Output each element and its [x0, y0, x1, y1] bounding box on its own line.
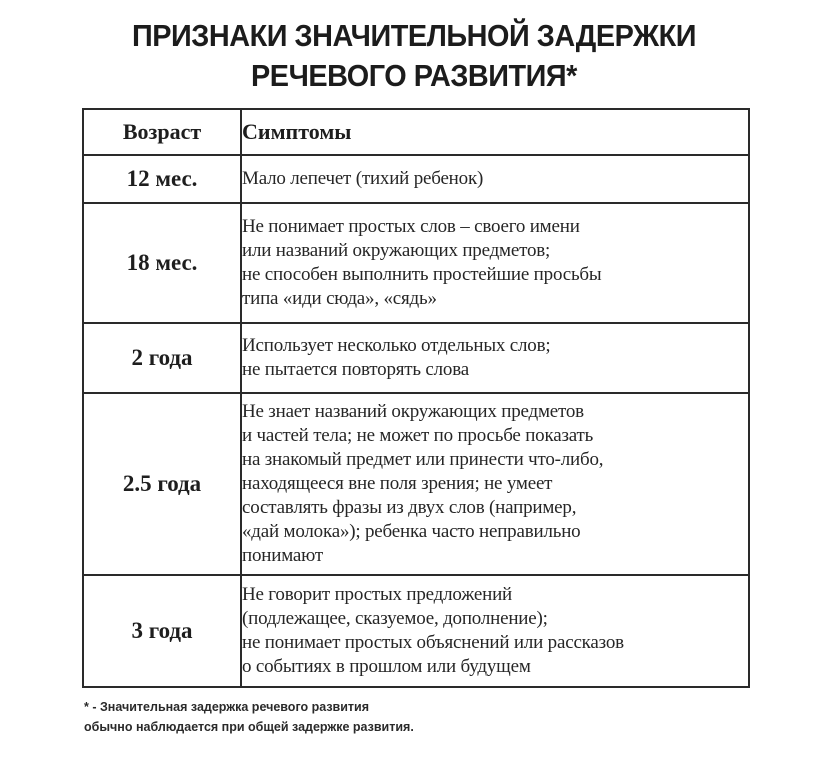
symptom-line: Использует несколько отдельных слов; [242, 335, 551, 356]
symptom-line: Не говорит простых предложений [242, 584, 513, 605]
table-row [83, 203, 749, 323]
table-row [83, 393, 749, 575]
header-symptoms: Симптомы [241, 109, 749, 155]
symptoms-table [82, 108, 750, 688]
age-cell: 3 года [83, 575, 241, 687]
symptom-line: типа «иди сюда», «сядь» [242, 288, 437, 309]
footnote [84, 697, 414, 737]
title-line-1: ПРИЗНАКИ ЗНАЧИТЕЛЬНОЙ ЗАДЕРЖКИ [132, 18, 696, 53]
symptoms-cell [241, 155, 749, 203]
table-row [83, 575, 749, 687]
symptom-line: понимают [242, 545, 323, 566]
symptom-line: не понимает простых объяснений или рассказов [242, 632, 624, 653]
title-line-2: РЕЧЕВОГО РАЗВИТИЯ* [251, 58, 577, 93]
symptom-line: «дай молока»); ребенка часто неправильно [242, 521, 581, 542]
page-title [66, 16, 762, 96]
symptom-line: не способен выполнить простейшие просьбы [242, 264, 602, 285]
footnote-line-1: * - Значительная задержка речевого развития [84, 700, 370, 714]
symptom-line: составлять фразы из двух слов (например, [242, 497, 577, 518]
age-cell: 12 мес. [83, 155, 241, 203]
age-cell: 2.5 года [83, 393, 241, 575]
symptoms-cell [241, 323, 749, 393]
symptoms-cell [241, 393, 749, 575]
age-cell: 2 года [83, 323, 241, 393]
symptom-line: Мало лепечет (тихий ребенок) [242, 168, 484, 189]
symptom-line: и частей тела; не может по просьбе показать [242, 425, 594, 446]
header-age: Возраст [83, 109, 241, 155]
table-row [83, 155, 749, 203]
table-row [83, 323, 749, 393]
footnote-line-2: обычно наблюдается при общей задержке развития. [84, 720, 414, 734]
symptom-line: Не понимает простых слов – своего имени [242, 216, 580, 237]
table-header-row [83, 109, 749, 155]
symptom-line: или названий окружающих предметов; [242, 240, 551, 261]
symptom-line: на знакомый предмет или принести что-либо, [242, 449, 604, 470]
age-cell: 18 мес. [83, 203, 241, 323]
symptoms-cell [241, 203, 749, 323]
symptoms-cell [241, 575, 749, 687]
symptom-line: не пытается повторять слова [242, 359, 469, 380]
symptom-line: Не знает названий окружающих предметов [242, 401, 584, 422]
symptom-line: находящееся вне поля зрения; не умеет [242, 473, 553, 494]
symptom-line: (подлежащее, сказуемое, дополнение); [242, 608, 548, 629]
symptom-line: о событиях в прошлом или будущем [242, 656, 531, 677]
